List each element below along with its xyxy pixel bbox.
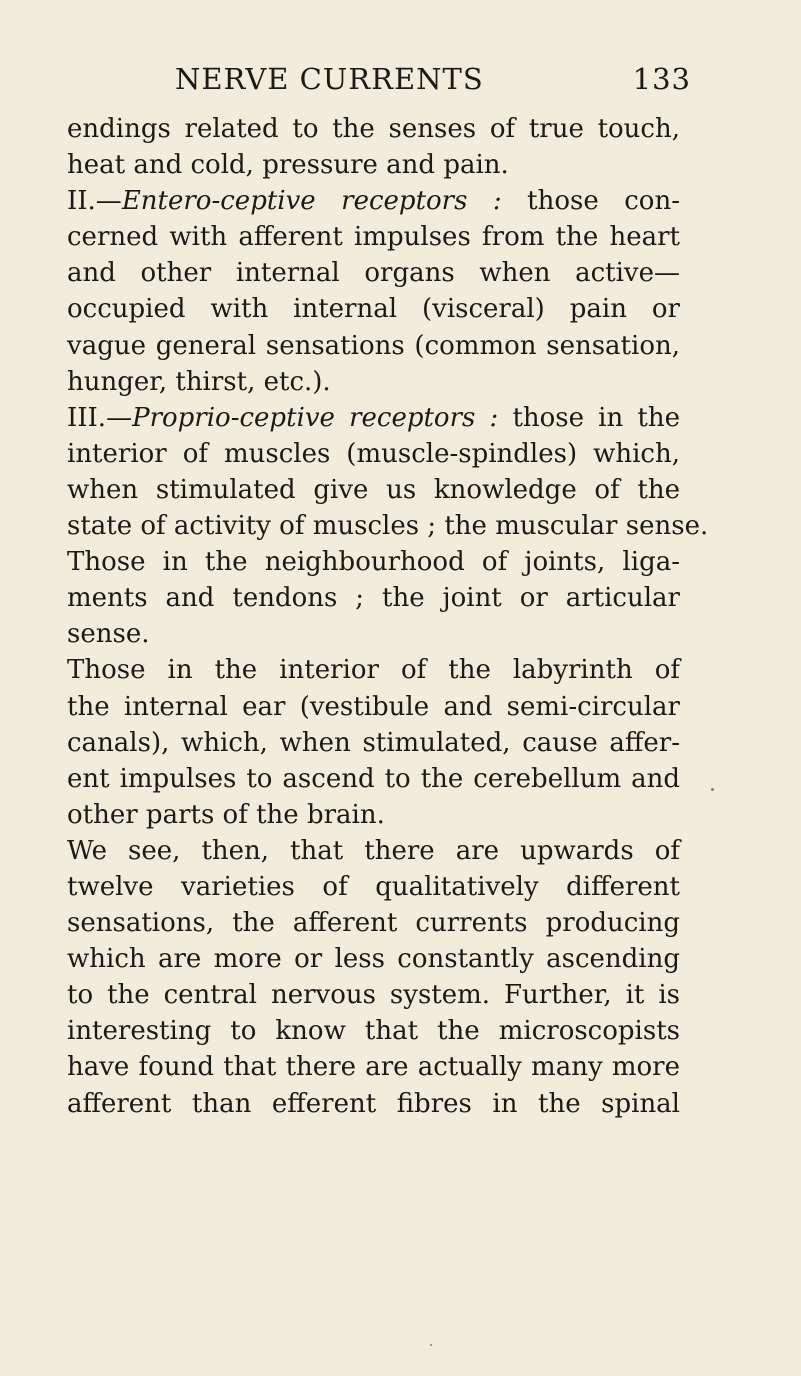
- section-heading-italic: Entero-ceptive receptors :: [121, 186, 502, 217]
- text-line: when stimulated give us knowledge of the: [67, 474, 680, 505]
- text-line: sense.: [67, 619, 150, 650]
- text-line: other parts of the brain.: [67, 799, 385, 830]
- page-number: 133: [632, 62, 691, 96]
- text-line: cerned with afferent impulses from the heart: [67, 222, 680, 253]
- text-line: interior of muscles (muscle-spindles) which,: [67, 438, 680, 469]
- text-line: [67, 400, 680, 436]
- text-line: Those in the neighbourhood of joints, liga-: [67, 547, 680, 578]
- text-line: the internal ear (vestibule and semi-circular: [67, 691, 680, 722]
- text-line: ent impulses to ascend to the cerebellum and: [67, 763, 680, 794]
- text-line: interesting to know that the microscopists: [67, 1016, 680, 1047]
- text-line: endings related to the senses of true touch,: [67, 114, 680, 144]
- paper-speck: [430, 1344, 432, 1346]
- text-line: heat and cold, pressure and pain.: [67, 150, 509, 181]
- text-line: state of activity of muscles ; the muscular sense.: [67, 511, 709, 542]
- text-line: sensations, the afferent currents producing: [67, 908, 680, 939]
- paper-speck: [711, 788, 714, 791]
- text-line: ments and tendons ; the joint or articular: [67, 583, 680, 614]
- text-line: hunger, thirst, etc.).: [67, 366, 331, 397]
- text-line: to the central nervous system. Further, it is: [67, 980, 680, 1011]
- body-text: [67, 111, 709, 1122]
- text-line: occupied with internal (visceral) pain or: [67, 294, 680, 325]
- text-line: and other internal organs when active—: [67, 258, 680, 289]
- section-text: those con-: [501, 186, 680, 217]
- running-head-title: NERVE CURRENTS: [175, 62, 484, 96]
- section-text: those in the: [498, 402, 680, 433]
- running-head: [175, 62, 691, 102]
- text-line: [67, 183, 680, 219]
- text-line: which are more or less constantly ascending: [67, 944, 680, 975]
- text-line: twelve varieties of qualitatively different: [67, 871, 680, 902]
- text-line: have found that there are actually many more: [67, 1052, 680, 1083]
- section-numeral: III.—: [67, 402, 133, 433]
- text-line: We see, then, that there are upwards of: [67, 835, 680, 866]
- text-line: canals), which, when stimulated, cause affer-: [67, 727, 680, 758]
- text-line: vague general sensations (common sensation,: [67, 330, 680, 361]
- section-heading-italic: Proprio-ceptive receptors :: [132, 402, 499, 433]
- text-line: afferent than efferent fibres in the spinal: [67, 1088, 680, 1119]
- text-line: Those in the interior of the labyrinth of: [67, 655, 680, 686]
- section-numeral: II.—: [67, 186, 122, 217]
